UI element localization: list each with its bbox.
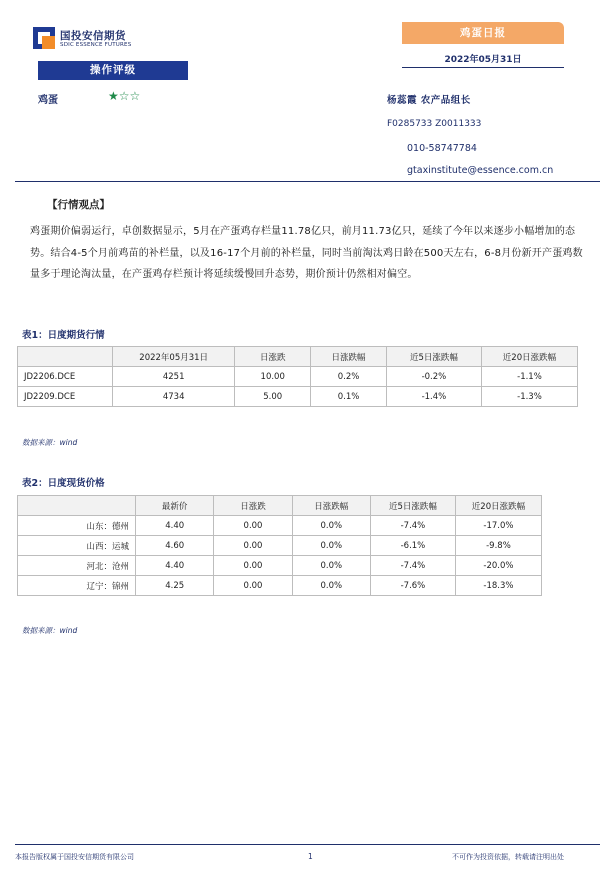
table-cell: -18.3% [455,576,541,596]
market-view-title: 【行情观点】 [47,199,110,211]
table-cell: 4251 [113,367,235,387]
table-header-cell: 近20日涨跌幅 [455,496,541,516]
table-cell: 0.00 [214,576,292,596]
table-cell: 河北：沧州 [18,556,136,576]
rating-title-bar: 操作评级 [38,61,188,80]
table-header-cell: 日涨跌幅 [311,347,387,367]
table-cell: -9.8% [455,536,541,556]
table-cell: -7.4% [370,556,455,576]
table-header-cell [18,347,113,367]
footer-disclaimer: 不可作为投资依据，转载请注明出处 [452,853,564,861]
table-cell: 0.00 [214,536,292,556]
logo-english-name: SDIC ESSENCE FUTURES [60,42,132,48]
footer-divider [15,844,600,845]
table-cell: 4734 [113,387,235,407]
commodity-label: 鸡蛋 [38,95,58,106]
table1-title: 表1：日度期货行情 [22,330,105,341]
table-header-cell: 最新价 [136,496,214,516]
table-row [18,556,542,576]
logo-mark-icon [33,27,55,49]
table-cell: -20.0% [455,556,541,576]
table-cell: -7.4% [370,516,455,536]
table-cell: -1.1% [481,367,577,387]
table-cell: 0.0% [292,536,370,556]
table2-source: 数据来源：wind [22,626,78,635]
table-header-cell: 日涨跌 [235,347,311,367]
table-cell: 0.1% [311,387,387,407]
table1-source: 数据来源：wind [22,438,78,447]
table-cell: 0.2% [311,367,387,387]
table-header-row [18,347,578,367]
table-header-cell: 日涨跌幅 [292,496,370,516]
table-cell: 4.25 [136,576,214,596]
analyst-license: F0285733 Z0011333 [387,119,482,129]
table2-title: 表2：日度现货价格 [22,478,105,489]
table-cell: 0.00 [214,516,292,536]
table-cell: 4.40 [136,516,214,536]
table-cell: 辽宁：锦州 [18,576,136,596]
table-cell: -7.6% [370,576,455,596]
table-cell: 10.00 [235,367,311,387]
table-cell: -1.4% [386,387,481,407]
table-cell: -6.1% [370,536,455,556]
rating-stars: ★☆☆ [108,89,141,103]
table-cell: 5.00 [235,387,311,407]
futures-table [17,346,578,407]
table-row [18,536,542,556]
table-header-row [18,496,542,516]
table-cell: 山西：运城 [18,536,136,556]
table-cell: 4.40 [136,556,214,576]
table-cell: JD2206.DCE [18,367,113,387]
contact-email: gtaxinstitute@essence.com.cn [407,165,554,176]
table-row [18,387,578,407]
table-cell: 0.0% [292,516,370,536]
table-cell: 0.0% [292,576,370,596]
table-row [18,576,542,596]
table-row [18,516,542,536]
date-divider [402,67,564,68]
table-cell: 0.0% [292,556,370,576]
table-row [18,367,578,387]
market-view-body: 鸡蛋期价偏弱运行，卓创数据显示，5月在产蛋鸡存栏量11.78亿只，前月11.73亿只，延续了今年以来逐步小幅增加的态势。结合4-5个月前鸡苗的补栏量，以及16-17个月前的补栏量，同时当前淘汰鸡日龄在500天左右，6-8月份新开产蛋鸡数量多于理论淘汰量，在产蛋鸡存栏预计将延续缓慢回升态势，期价预计仍然相对偏空。 [30,226,583,280]
table-cell: -0.2% [386,367,481,387]
logo-chinese-name: 国投安信期货 [60,30,126,42]
report-date: 2022年05月31日 [444,55,522,65]
table-header-cell: 近5日涨跌幅 [370,496,455,516]
analyst-name: 杨蕊霞 农产品组长 [387,95,471,106]
footer-copyright: 本报告版权属于国投安信期货有限公司 [15,853,134,861]
table-header-cell: 近5日涨跌幅 [386,347,481,367]
page-number: 1 [308,852,313,861]
table-cell: JD2209.DCE [18,387,113,407]
table-cell: -17.0% [455,516,541,536]
table-header-cell [18,496,136,516]
table-cell: -1.3% [481,387,577,407]
company-logo [33,27,145,53]
header-divider [15,181,600,182]
table-header-cell: 日涨跌 [214,496,292,516]
table-header-cell: 2022年05月31日 [113,347,235,367]
spot-price-table [17,495,542,596]
table-header-cell: 近20日涨跌幅 [481,347,577,367]
table-cell: 4.60 [136,536,214,556]
table-cell: 0.00 [214,556,292,576]
table-cell: 山东：德州 [18,516,136,536]
contact-phone: 010-58747784 [407,143,477,154]
report-name-tab: 鸡蛋日报 [402,22,564,44]
